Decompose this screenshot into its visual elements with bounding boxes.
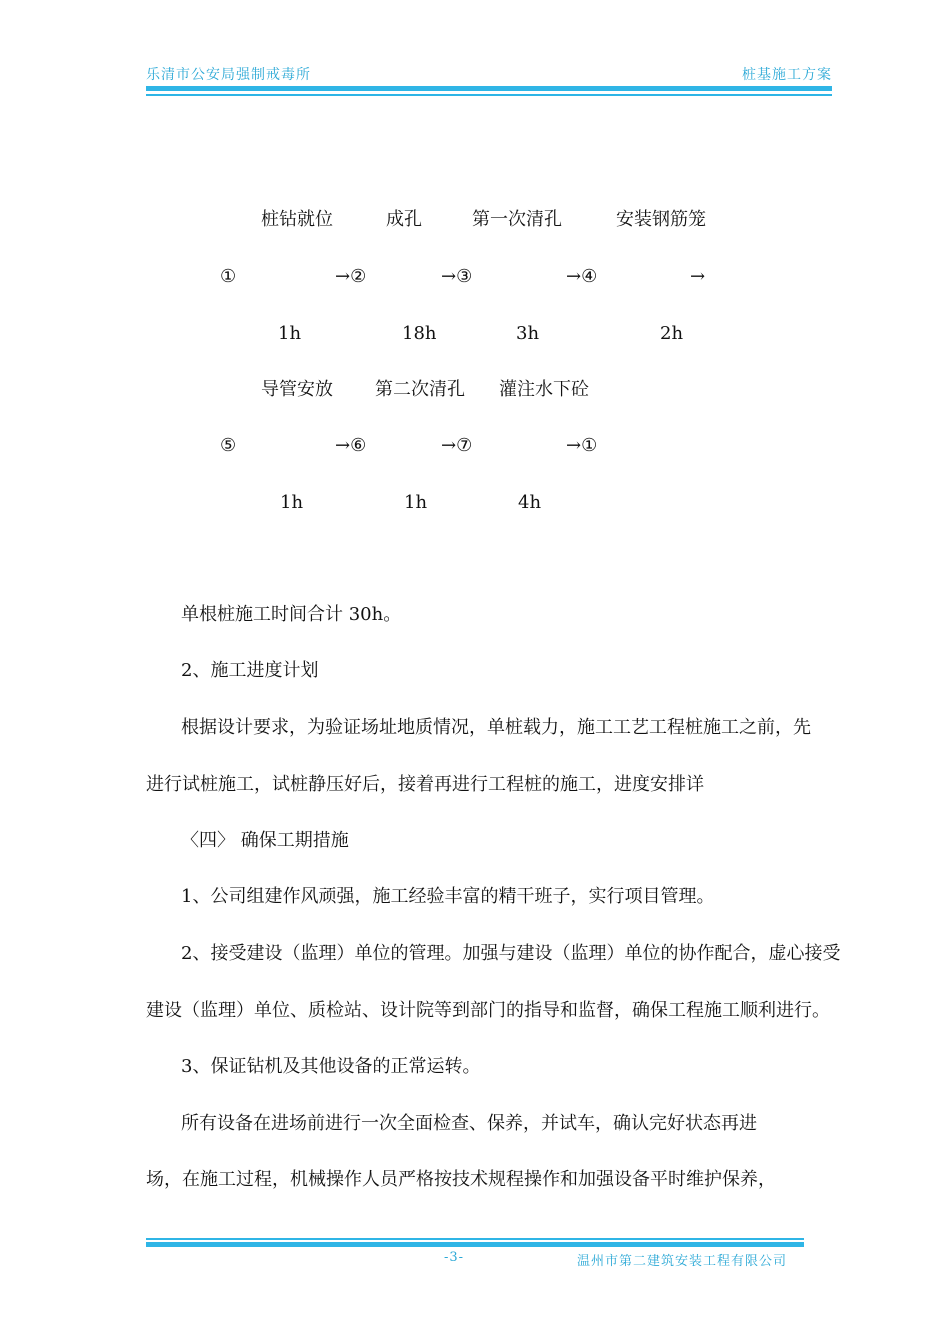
flow-duration: 4h — [518, 492, 542, 513]
flow-duration: 3h — [516, 323, 540, 344]
page-number: -3- — [444, 1250, 465, 1265]
footer-company-name: 温州市第二建筑安装工程有限公司 — [577, 1254, 788, 1269]
flow-step-marker: →① — [566, 435, 598, 456]
list-item: 3、保证钻机及其他设备的正常运转。 — [181, 1056, 481, 1077]
flow-step-label: 成孔 — [386, 209, 422, 230]
paragraph-line: 进行试桩施工，试桩静压好后，接着再进行工程桩的施工，进度安排详 — [146, 774, 704, 795]
header-rule-thin — [146, 94, 832, 96]
paragraph-total-time: 单根桩施工时间合计 30h。 — [181, 604, 402, 625]
list-item: 2、接受建设（监理）单位的管理。加强与建设（监理）单位的协作配合，虚心接受 — [181, 943, 841, 964]
header-left-title: 乐清市公安局强制戒毒所 — [146, 67, 311, 83]
flow-step-marker: →④ — [566, 266, 598, 287]
flow-step-label: 桩钻就位 — [261, 209, 333, 230]
header-right-title: 桩基施工方案 — [742, 67, 832, 83]
paragraph-line: 建设（监理）单位、质检站、设计院等到部门的指导和监督，确保工程施工顺利进行。 — [146, 1000, 830, 1021]
flow-step-label: 安装钢筋笼 — [616, 209, 706, 230]
paragraph-line: 根据设计要求，为验证场址地质情况，单桩载力，施工工艺工程桩施工之前，先 — [181, 717, 811, 738]
section-heading: 〈四〉 确保工期措施 — [181, 830, 349, 851]
flow-step-label: 导管安放 — [261, 379, 333, 400]
flow-step-marker: →③ — [441, 266, 473, 287]
flow-step-marker: →⑦ — [441, 435, 473, 456]
flow-duration: 2h — [660, 323, 684, 344]
footer-rule-thin — [146, 1238, 804, 1240]
flow-step-label: 第二次清孔 — [375, 379, 465, 400]
paragraph-line: 场，在施工过程，机械操作人员严格按技术规程操作和加强设备平时维护保养， — [146, 1169, 776, 1190]
flow-step-marker: →⑥ — [335, 435, 367, 456]
list-item: 1、公司组建作风顽强，施工经验丰富的精干班子，实行项目管理。 — [181, 886, 715, 907]
paragraph-line: 所有设备在进场前进行一次全面检查、保养，并试车，确认完好状态再进 — [181, 1113, 757, 1134]
flow-duration: 1h — [278, 323, 302, 344]
header-rule-thick — [146, 86, 832, 91]
flow-step-label: 第一次清孔 — [472, 209, 562, 230]
flow-step-marker: → — [690, 266, 706, 287]
flow-step-marker: ⑤ — [220, 435, 237, 456]
flow-duration: 18h — [402, 323, 437, 344]
footer-rule-thick — [146, 1242, 804, 1247]
flow-step-marker: ① — [220, 266, 237, 287]
flow-step-marker: →② — [335, 266, 367, 287]
section-heading: 2、施工进度计划 — [181, 660, 319, 681]
flow-duration: 1h — [404, 492, 428, 513]
flow-duration: 1h — [280, 492, 304, 513]
flow-step-label: 灌注水下砼 — [499, 379, 589, 400]
